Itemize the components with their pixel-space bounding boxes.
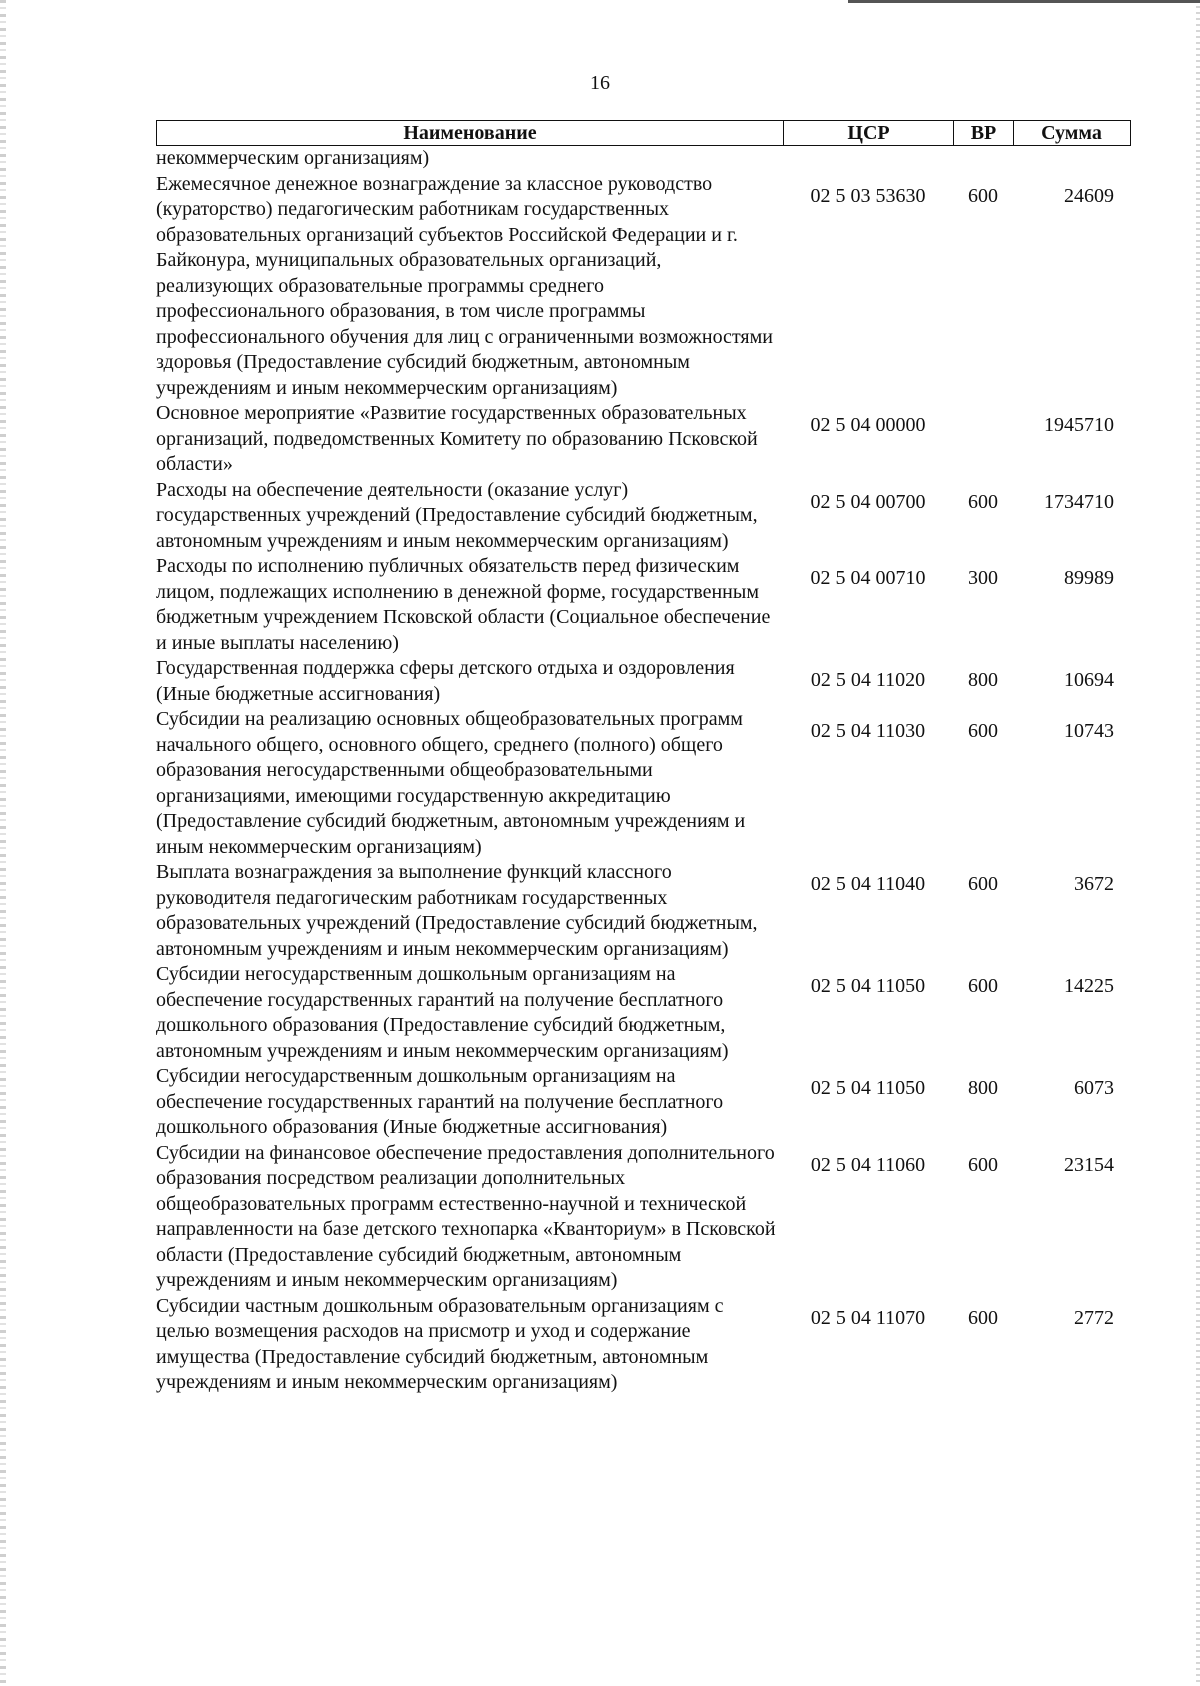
page-number: 16	[590, 72, 610, 94]
row-vr: 600	[968, 975, 998, 997]
header-name: Наименование	[157, 121, 784, 145]
row-name: Субсидии на реализацию основных общеобразовательных программ начального общего, основного общего, среднего (полного) общего образования негосударственными общеобразовательными организациями, имеющими государственную аккредитацию (Предоставление субсидий бюджетным, автономным учреждениям и иным некоммерческим организациям)	[156, 708, 746, 858]
row-name: Расходы по исполнению публичных обязательств перед физическим лицом, подлежащих исполнению в денежной форме, государственным бюджетным учреждением Псковской области (Социальное обеспечение и иные выплаты населению)	[156, 555, 771, 654]
row-csr: 02 5 04 00710	[810, 567, 926, 589]
table-row	[156, 656, 1131, 707]
row-vr: 300	[968, 567, 998, 589]
row-sum: 2772	[1074, 1306, 1114, 1329]
scan-top-line	[848, 0, 1200, 3]
row-vr: 600	[968, 720, 998, 742]
row-csr: 02 5 04 11060	[810, 1153, 926, 1176]
row-csr: 02 5 04 11030	[810, 720, 926, 742]
row-csr: 02 5 04 11020	[810, 669, 926, 691]
row-sum: 24609	[1064, 184, 1114, 207]
row-name: Основное мероприятие «Развитие государственных образовательных организаций, подведомственных Комитету по образованию Псковской области»	[156, 402, 758, 475]
row-csr: 02 5 04 11040	[810, 873, 926, 895]
table-row	[156, 554, 1131, 656]
row-sum: 89989	[1064, 567, 1114, 589]
row-csr: 02 5 04 11070	[810, 1306, 926, 1329]
row-vr: 600	[968, 1306, 998, 1329]
table-row	[156, 707, 1131, 860]
row-vr: 600	[968, 1153, 998, 1176]
row-sum: 10694	[1064, 669, 1114, 691]
row-sum: 14225	[1064, 975, 1114, 997]
table-row	[156, 1141, 1131, 1294]
row-vr: 600	[968, 490, 998, 513]
row-csr: 02 5 03 53630	[810, 184, 926, 207]
continuation-text: некоммерческим организациям)	[156, 147, 430, 169]
table-row	[156, 1294, 1131, 1396]
row-name: Субсидии негосударственным дошкольным организациям на обеспечение государственных гарантий на получение бесплатного дошкольного образования (Иные бюджетные ассигнования)	[156, 1065, 724, 1138]
row-vr	[953, 401, 1013, 478]
row-sum: 1945710	[1044, 414, 1114, 436]
scan-edge-left	[0, 0, 6, 1686]
row-sum: 1734710	[1044, 490, 1114, 513]
row-name: Субсидии на финансовое обеспечение предоставления дополнительного образования посредством реализации дополнительных общеобразовательных программ естественно-научной и технической направленности на базе детского технопарка «Кванториум» в Псковской области (Предоставление субсидий бюджетным, автономным учреждениям и иным некоммерческим организациям)	[156, 1141, 776, 1291]
row-name: Субсидии частным дошкольным образовательным организациям с целью возмещения расходов на присмотр и уход и содержание имущества (Предоставление субсидий бюджетным, автономным учреждениям и иным некоммерческим организациям)	[156, 1294, 724, 1393]
header-sum: Сумма	[1041, 122, 1102, 144]
row-sum: 10743	[1064, 720, 1114, 742]
row-vr: 800	[968, 1077, 998, 1099]
header-csr: ЦСР	[784, 121, 954, 145]
table-row	[156, 172, 1131, 402]
table-row	[156, 478, 1131, 555]
row-name: Ежемесячное денежное вознаграждение за классное руководство (кураторство) педагогическим работникам государственных образовательных организаций субъектов Российской Федерации и г. Байконура, муниципальных образовательных организаций, реализующих образовательные программы среднего профессионального образования, в том числе программы профессионального обучения для лиц с ограниченными возможностями здоровья (Предоставление субсидий бюджетным, автономным учреждениям и иным некоммерческим организациям)	[156, 172, 773, 399]
row-csr: 02 5 04 11050	[810, 975, 926, 997]
row-name: Выплата вознаграждения за выполнение функций классного руководителя педагогическим работникам государственных образовательных учреждений (Предоставление субсидий бюджетным, автономным учреждениям и иным некоммерческим организациям)	[156, 861, 758, 960]
header-vr: ВР	[954, 121, 1014, 145]
row-sum: 23154	[1064, 1153, 1114, 1176]
scan-edge-right	[1196, 0, 1200, 1686]
row-vr: 600	[968, 184, 998, 207]
row-csr: 02 5 04 11050	[810, 1077, 926, 1099]
table-row	[156, 1064, 1131, 1141]
table-body	[156, 172, 1131, 1396]
table-row-continuation	[156, 146, 1131, 172]
table-row	[156, 401, 1131, 478]
table-header	[156, 120, 1131, 146]
budget-table	[156, 120, 1131, 1396]
row-name: Расходы на обеспечение деятельности (оказание услуг) государственных учреждений (Предоставление субсидий бюджетным, автономным учреждениям и иным некоммерческим организациям)	[156, 478, 758, 552]
row-csr: 02 5 04 00700	[810, 490, 926, 513]
row-csr: 02 5 04 00000	[810, 414, 926, 436]
row-vr: 600	[968, 873, 998, 895]
table-row	[156, 860, 1131, 962]
row-name: Государственная поддержка сферы детского отдыха и оздоровления (Иные бюджетные ассигнования)	[156, 657, 735, 705]
row-vr: 800	[968, 669, 998, 691]
row-name: Субсидии негосударственным дошкольным организациям на обеспечение государственных гарантий на получение бесплатного дошкольного образования (Предоставление субсидий бюджетным, автономным учреждениям и иным некоммерческим организациям)	[156, 963, 729, 1062]
table-row	[156, 962, 1131, 1064]
row-sum: 6073	[1074, 1077, 1114, 1099]
row-sum: 3672	[1074, 873, 1114, 895]
